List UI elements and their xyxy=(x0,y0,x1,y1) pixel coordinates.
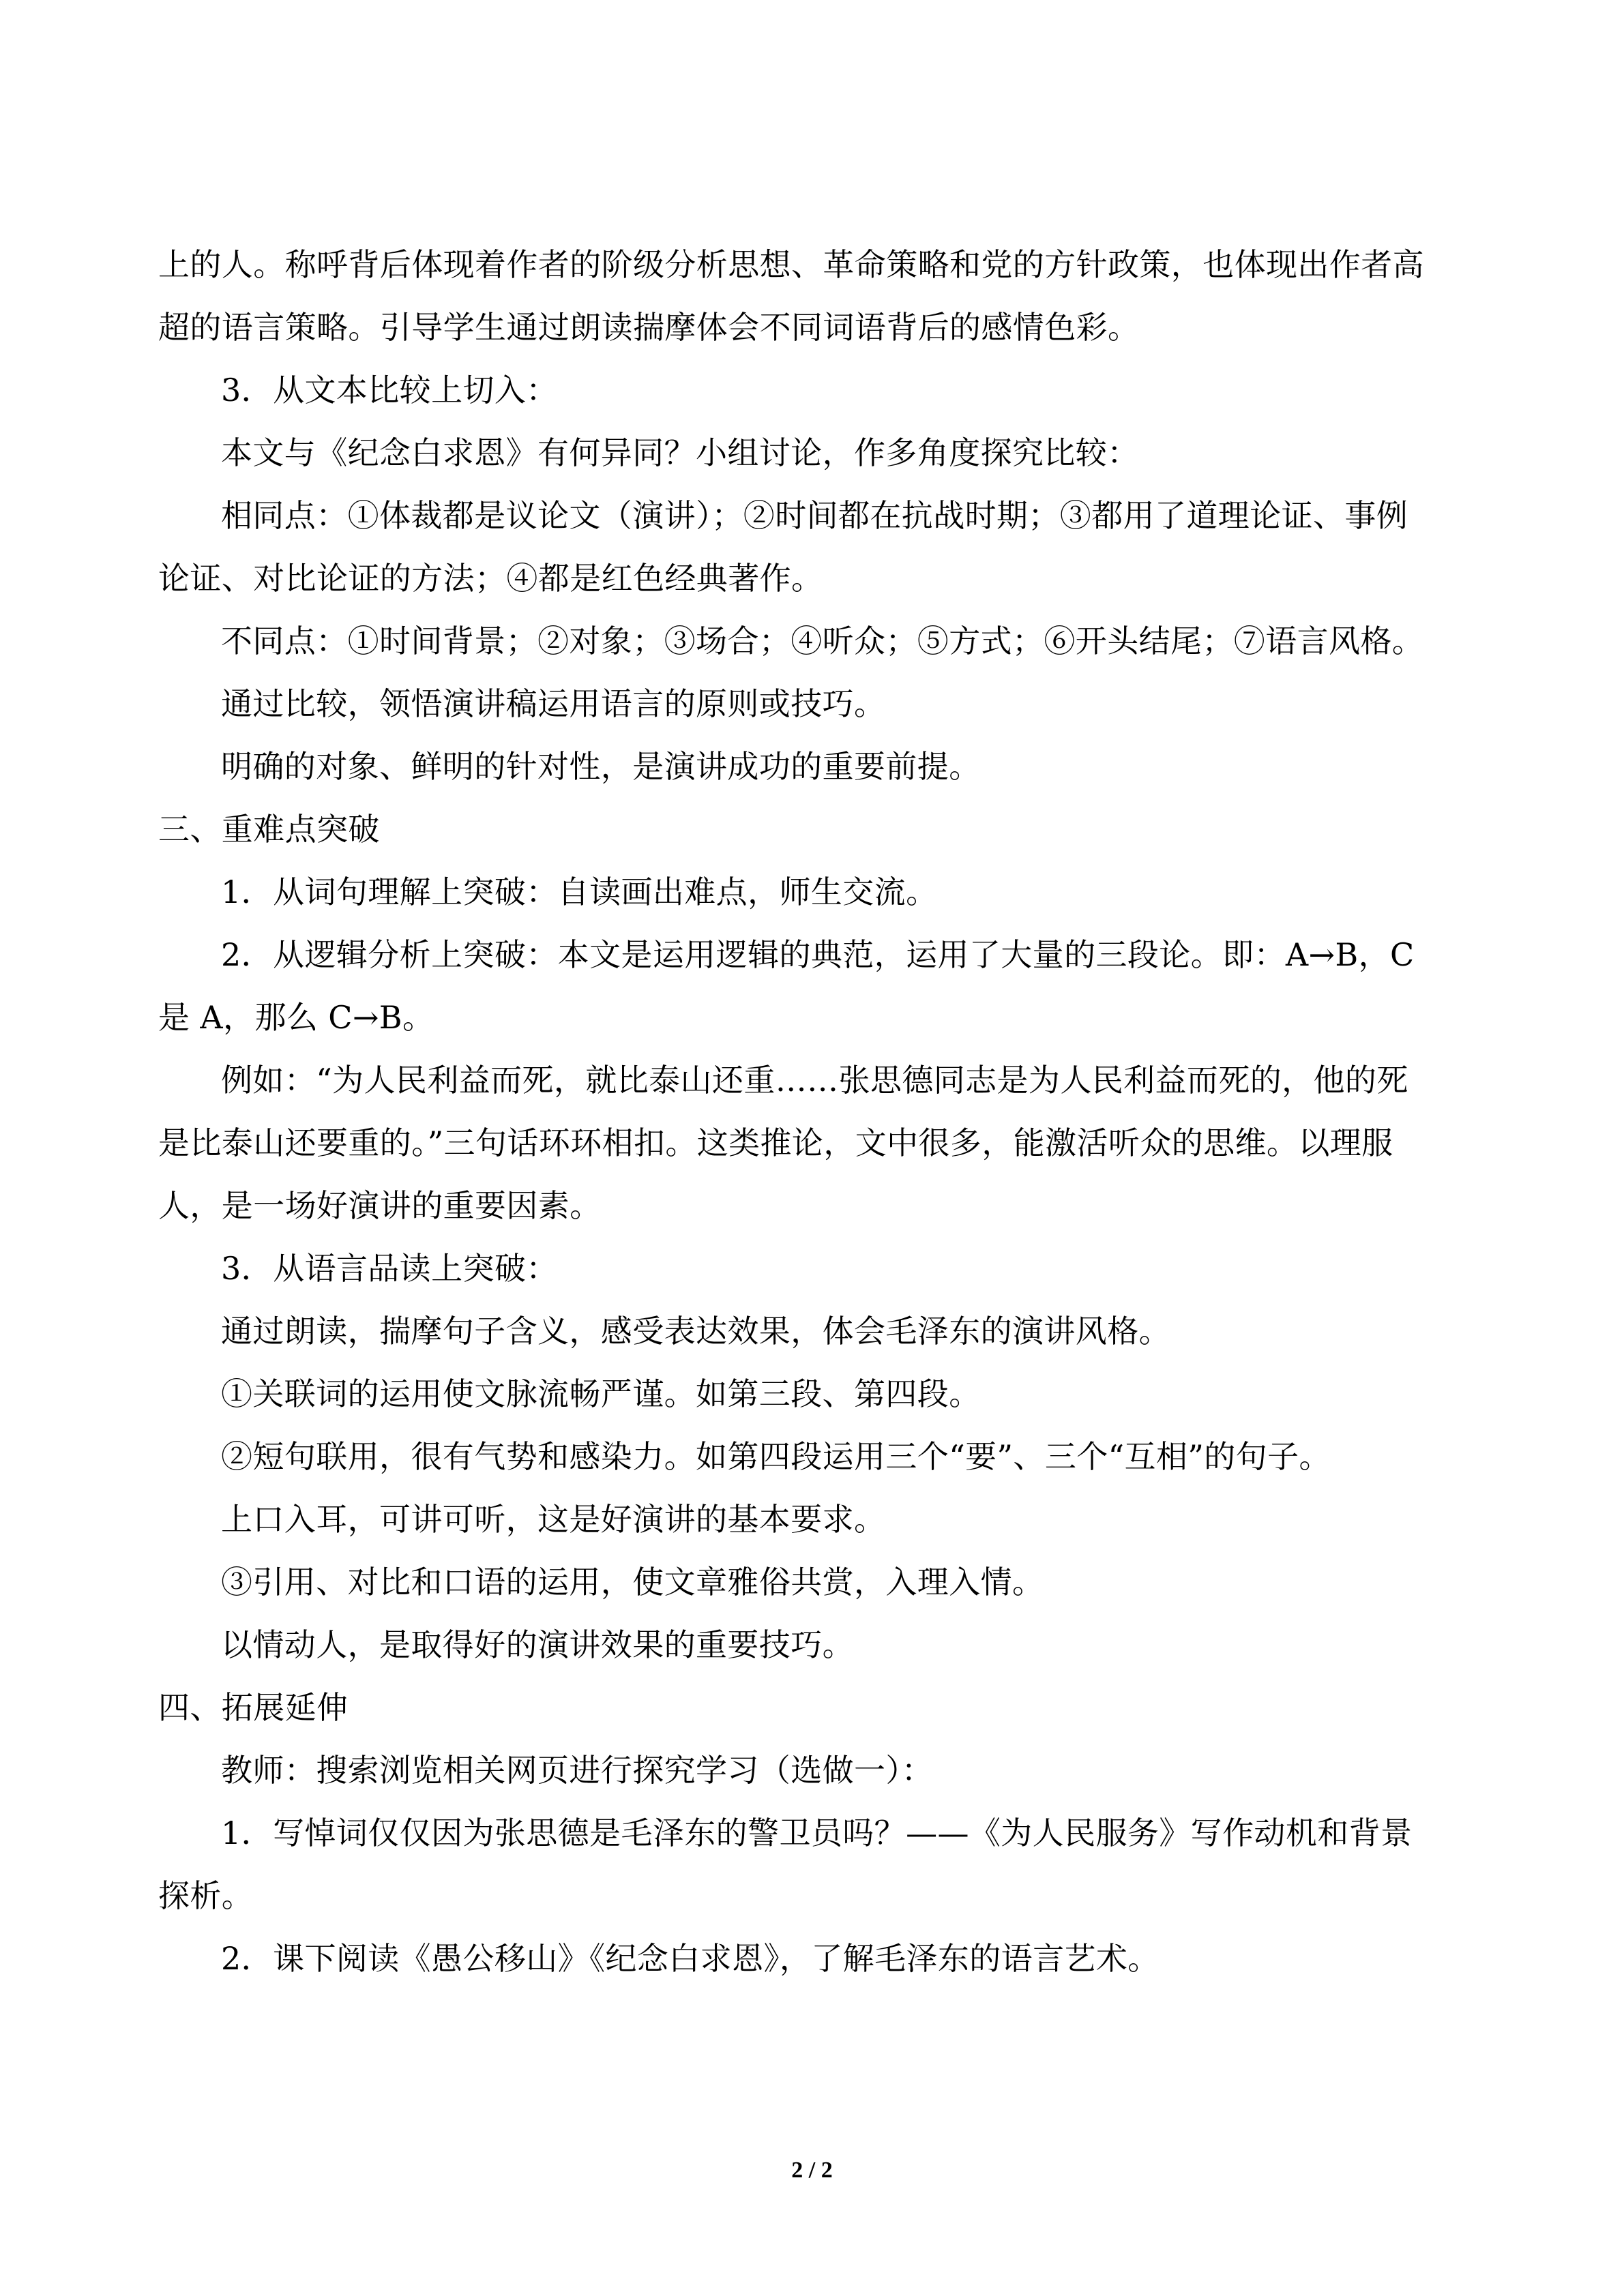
document-body xyxy=(158,233,1466,1990)
text-line: ③引用、对比和口语的运用，使文章雅俗共赏，入理入情。 xyxy=(221,1564,1044,1600)
text-line: 人，是一场好演讲的重要因素。 xyxy=(158,1187,602,1224)
text-line: 明确的对象、鲜明的针对性，是演讲成功的重要前提。 xyxy=(221,748,981,785)
text-line: 本文与《纪念白求恩》有何异同？小组讨论，作多角度探究比较： xyxy=(221,434,1139,471)
subheading: 2．从逻辑分析上突破：本文是运用逻辑的典范，运用了大量的三段论。即：A→B，C xyxy=(221,936,1415,973)
text-line: 通过比较，领悟演讲稿运用语言的原则或技巧。 xyxy=(221,685,886,722)
text-line: 通过朗读，揣摩句子含义，感受表达效果，体会毛泽东的演讲风格。 xyxy=(221,1313,1170,1350)
subheading: 3．从文本比较上切入： xyxy=(221,372,558,408)
text-line: 是比泰山还要重的。”三句话环环相扣。这类推论，文中很多，能激活听众的思维。以理服 xyxy=(158,1124,1393,1161)
section-heading: 三、重难点突破 xyxy=(158,811,380,848)
text-line: 例如：“为人民利益而死，就比泰山还重……张思德同志是为人民利益而死的，他的死 xyxy=(221,1062,1408,1099)
text-line: 2．课下阅读《愚公移山》《纪念白求恩》，了解毛泽东的语言艺术。 xyxy=(221,1940,1160,1977)
text-line: 不同点：①时间背景；②对象；③场合；④听众；⑤方式；⑥开头结尾；⑦语言风格。 xyxy=(221,623,1424,659)
text-line: 以情动人，是取得好的演讲效果的重要技巧。 xyxy=(221,1626,854,1663)
subheading: 3．从语言品读上突破： xyxy=(221,1250,558,1287)
text-line: 探析。 xyxy=(158,1877,254,1914)
text-line: 1．写悼词仅仅因为张思德是毛泽东的警卫员吗？——《为人民服务》写作动机和背景 xyxy=(221,1815,1413,1851)
text-line: 论证、对比论证的方法；④都是红色经典著作。 xyxy=(158,560,823,597)
text-line: ①关联词的运用使文脉流畅严谨。如第三段、第四段。 xyxy=(221,1375,981,1412)
subheading: 1．从词句理解上突破：自读画出难点，师生交流。 xyxy=(221,874,938,910)
section-heading: 四、拓展延伸 xyxy=(158,1689,349,1726)
text-line: 是 A，那么 C→B。 xyxy=(158,999,434,1036)
text-line: 教师：搜索浏览相关网页进行探究学习（选做一）： xyxy=(221,1752,934,1789)
text-line: 超的语言策略。引导学生通过朗读揣摩体会不同词语背后的感情色彩。 xyxy=(158,309,1140,346)
text-line: 上的人。称呼背后体现着作者的阶级分析思想、革命策略和党的方针政策，也体现出作者高 xyxy=(158,246,1424,283)
text-line: 相同点：①体裁都是议论文（演讲）；②时间都在抗战时期；③都用了道理论证、事例 xyxy=(221,497,1408,534)
text-line: ②短句联用，很有气势和感染力。如第四段运用三个“要”、三个“互相”的句子。 xyxy=(221,1438,1331,1475)
page-number: 2 / 2 xyxy=(791,2158,833,2183)
text-line: 上口入耳，可讲可听，这是好演讲的基本要求。 xyxy=(221,1501,886,1538)
